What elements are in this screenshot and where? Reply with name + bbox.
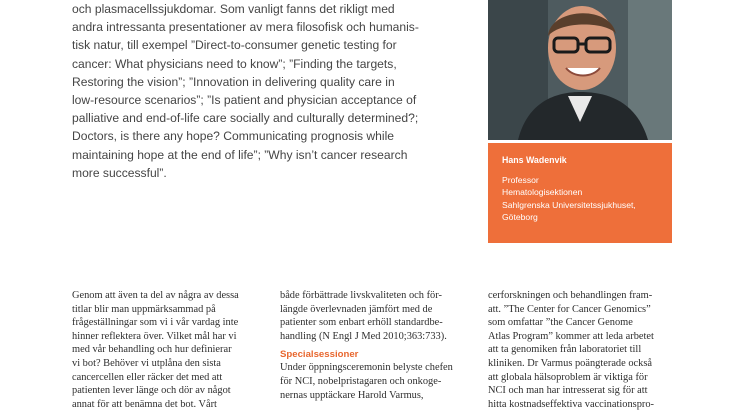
body-line: både förbättrade livskvaliteten och för-: [280, 290, 442, 301]
caption-line: Sahlgrenska Universitetssjukhuset,: [502, 199, 636, 210]
lead-line: low-resource scenarios”; ”Is patient and physician acceptance of: [72, 93, 417, 108]
caption-line: Professor: [502, 174, 539, 185]
body-line: som omfattar ”the Cancer Genome: [488, 317, 633, 329]
lead-line: Doctors, is there any hope? Communicating prognosis while: [72, 129, 394, 144]
body-line: hinner reflektera över. Vilket mål har vi: [72, 330, 237, 342]
caption-line: Göteborg: [502, 212, 538, 222]
body-line: vi bot? Behöver vi utplåna den sista: [72, 357, 221, 369]
body-line: patienter som enbart erhöll standardbe-: [280, 317, 443, 329]
body-line: att ta genomiken från laboratoriet till: [488, 344, 642, 356]
body-line: nernas upptäckare Harold Varmus,: [280, 389, 424, 401]
body-line: kliniken. Dr Varmus poängterade också: [488, 357, 652, 369]
lead-line: cancer: What physicians need to know”; ”Finding the targets,: [72, 56, 397, 71]
body-line: titlar blir man uppmärksammad på: [72, 303, 216, 315]
lead-line: tisk natur, till exempel ”Direct-to-consumer genetic testing for: [72, 38, 397, 53]
section-subheading: Specialsessioner: [280, 349, 359, 361]
body-line: längde överlevnaden jämfört med de: [280, 303, 433, 315]
body-line: Atlas Program” kommer att leda arbetet: [488, 330, 654, 342]
lead-line: andra intressanta presentationer av mera filosofisk och humanis-: [72, 20, 419, 35]
caption-name: Hans Wadenvik: [502, 155, 567, 165]
body-line: att globala hälsoproblem är viktiga för: [488, 371, 648, 383]
portrait-photo: [488, 0, 672, 140]
text-column-2: [280, 289, 475, 402]
text-column-3: [488, 289, 678, 411]
lead-line: Restoring the vision”; ”Innovation in delivering quality care in: [72, 74, 395, 89]
body-line: annat för att benämna det bot. Vårt: [72, 398, 217, 410]
text-column-1: [72, 289, 267, 411]
lead-line: palliative and end-of-life care socially and culturally determined?;: [72, 111, 419, 126]
body-line: NCI och man har intresserat sig för att: [488, 385, 648, 397]
lead-paragraph: [72, 0, 477, 182]
body-line: cerforskningen och behandlingen fram-: [488, 290, 653, 301]
caption-box: [488, 143, 672, 243]
lead-line: maintaining hope at the end of life”; ”Why isn’t cancer research: [72, 147, 408, 162]
body-line: patienten lever länge och dör av något: [72, 385, 231, 397]
portrait-illustration: [488, 0, 672, 140]
body-line: med vår behandling och hur definierar: [72, 344, 232, 356]
body-line: för NCI, nobelpristagaren och onkoge-: [280, 375, 442, 387]
body-line: handling (N Engl J Med 2010;363:733).: [280, 330, 447, 342]
lead-line: och plasmacellssjukdomar. Som vanligt fanns det rikligt med: [72, 2, 395, 16]
body-line: frågeställningar som vi i vår vardag inte: [72, 317, 239, 329]
body-line: cancercellen eller räcker det med att: [72, 371, 223, 383]
body-line: att. ”The Center for Cancer Genomics”: [488, 303, 651, 315]
lead-line: more successful”.: [72, 165, 167, 180]
body-line: Under öppningsceremonin belyste chefen: [280, 362, 453, 374]
body-line: hitta kostnadseffektiva vaccinationspro-: [488, 398, 655, 410]
caption-line: Hematologisektionen: [502, 187, 583, 197]
body-line: Genom att även ta del av några av dessa: [72, 290, 239, 301]
